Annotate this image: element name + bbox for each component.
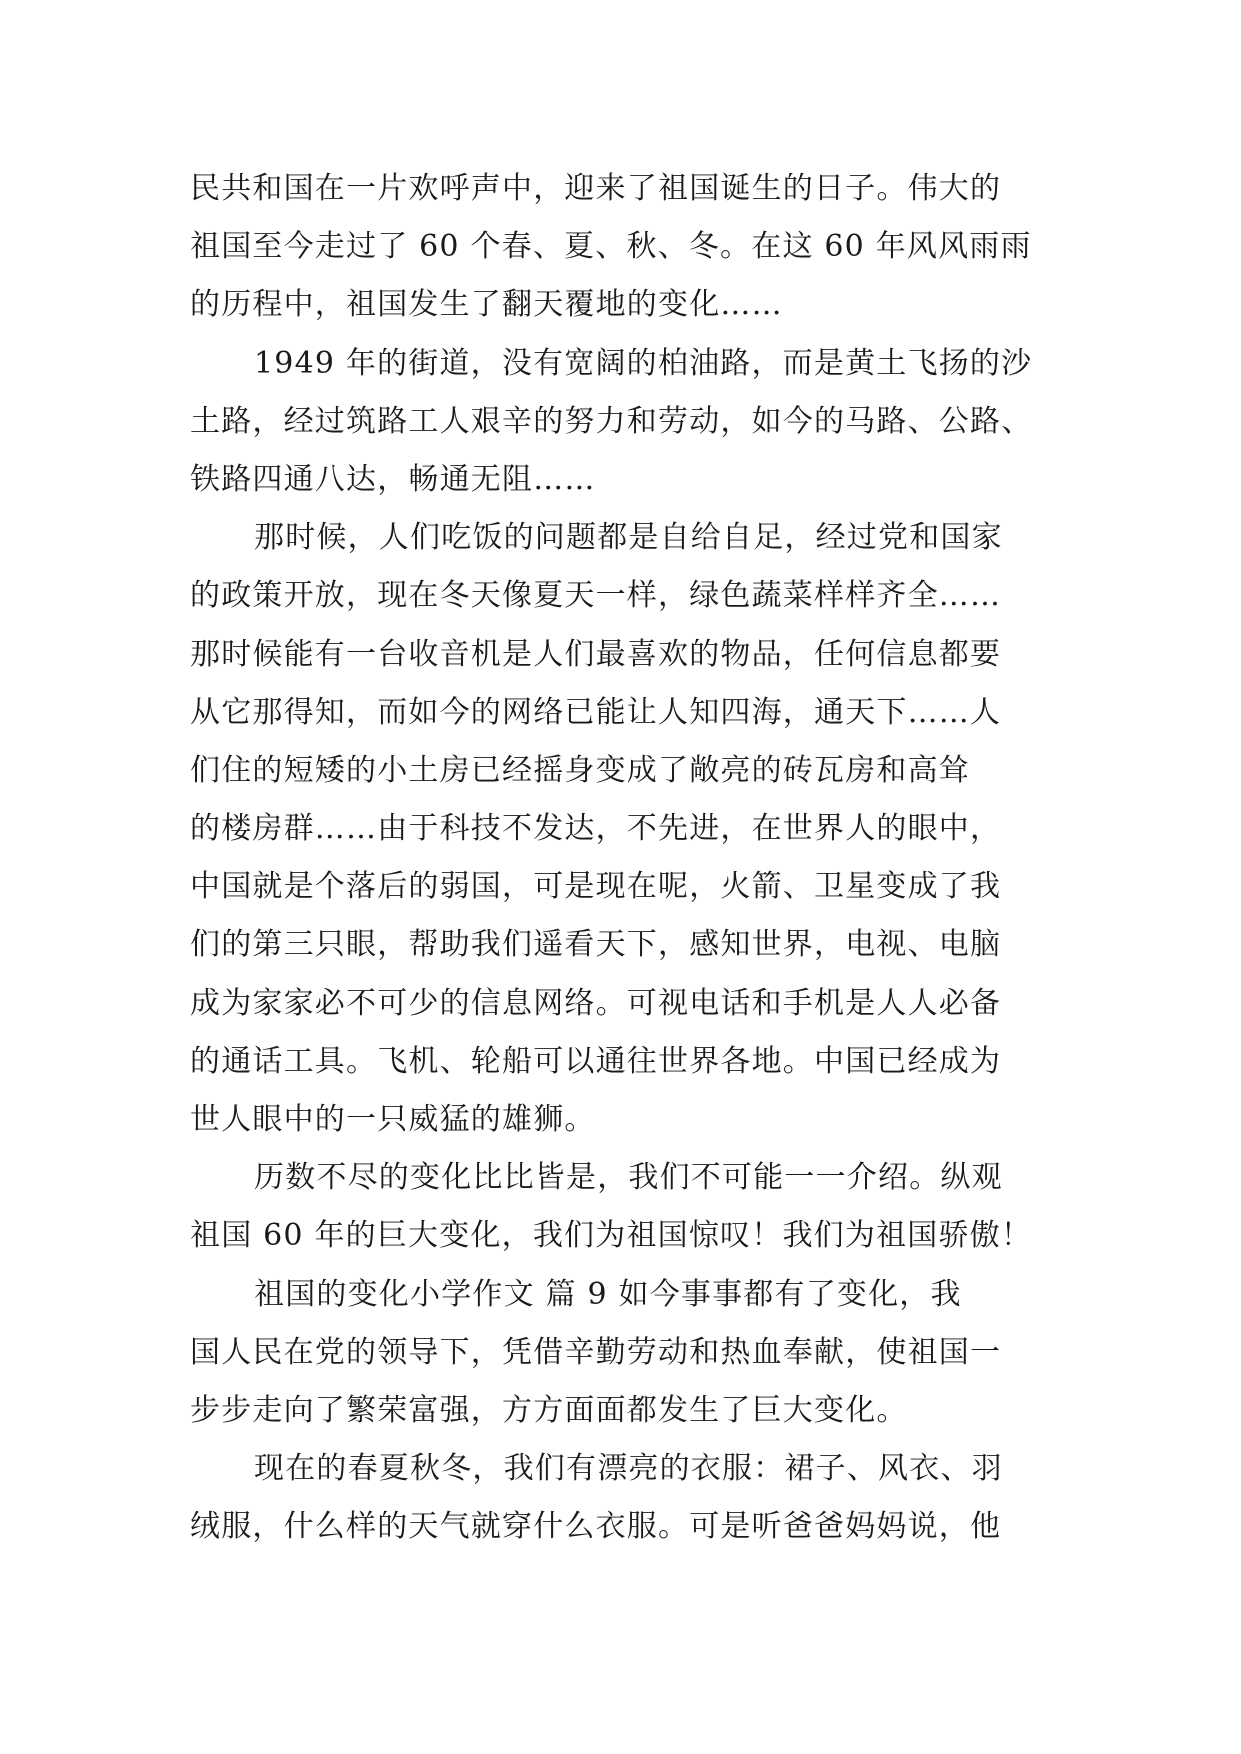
text-line: 那时候能有一台收音机是人们最喜欢的物品，任何信息都要 xyxy=(190,636,1002,672)
text-line: 那时候，人们吃饭的问题都是自给自足，经过党和国家 xyxy=(254,520,1003,556)
text-line: 祖国的变化小学作文 篇 9 如今事事都有了变化，我 xyxy=(254,1276,962,1312)
text-line: 中国就是个落后的弱国，可是现在呢，火箭、卫星变成了我 xyxy=(190,869,1002,905)
text-line: 从它那得知，而如今的网络已能让人知四海，通天下……人 xyxy=(190,694,1002,730)
text-line: 1949 年的街道，没有宽阔的柏油路，而是黄土飞扬的沙 xyxy=(254,345,1033,381)
text-line: 的历程中，祖国发生了翻天覆地的变化…… xyxy=(190,287,783,323)
text-line: 铁路四通八达，畅通无阻…… xyxy=(190,461,596,497)
text-line: 们住的短矮的小土房已经摇身变成了敞亮的砖瓦房和高耸 xyxy=(190,752,970,788)
text-line: 的楼房群……由于科技不发达，不先进，在世界人的眼中， xyxy=(190,811,1002,847)
text-line: 民共和国在一片欢呼声中，迎来了祖国诞生的日子。伟大的 xyxy=(190,171,1002,206)
text-line: 国人民在党的领导下，凭借辛勤劳动和热血奉献，使祖国一 xyxy=(190,1334,1002,1370)
text-line: 们的第三只眼，帮助我们遥看天下，感知世界，电视、电脑 xyxy=(190,927,1002,963)
text-line: 土路，经过筑路工人艰辛的努力和劳动，如今的马路、公路、 xyxy=(190,403,1033,439)
text-line: 步步走向了繁荣富强，方方面面都发生了巨大变化。 xyxy=(190,1392,908,1428)
text-line: 世人眼中的一只威猛的雄狮。 xyxy=(190,1102,596,1137)
text-line: 祖国至今走过了 60 个春、夏、秋、冬。在这 60 年风风雨雨 xyxy=(190,229,1032,265)
document-body xyxy=(190,160,1050,1557)
text-line: 的政策开放，现在冬天像夏天一样，绿色蔬菜样样齐全…… xyxy=(190,578,1002,614)
text-line: 历数不尽的变化比比皆是，我们不可能一一介绍。纵观 xyxy=(254,1160,1003,1196)
text-line: 现在的春夏秋冬，我们有漂亮的衣服：裙子、风衣、羽 xyxy=(254,1451,1003,1487)
text-line: 绒服，什么样的天气就穿什么衣服。可是听爸爸妈妈说，他 xyxy=(190,1509,1002,1545)
text-line: 成为家家必不可少的信息网络。可视电话和手机是人人必备 xyxy=(190,985,1002,1021)
text-line: 祖国 60 年的巨大变化，我们为祖国惊叹！我们为祖国骄傲！ xyxy=(190,1218,1033,1254)
text-line: 的通话工具。飞机、轮船可以通往世界各地。中国已经成为 xyxy=(190,1043,1002,1079)
